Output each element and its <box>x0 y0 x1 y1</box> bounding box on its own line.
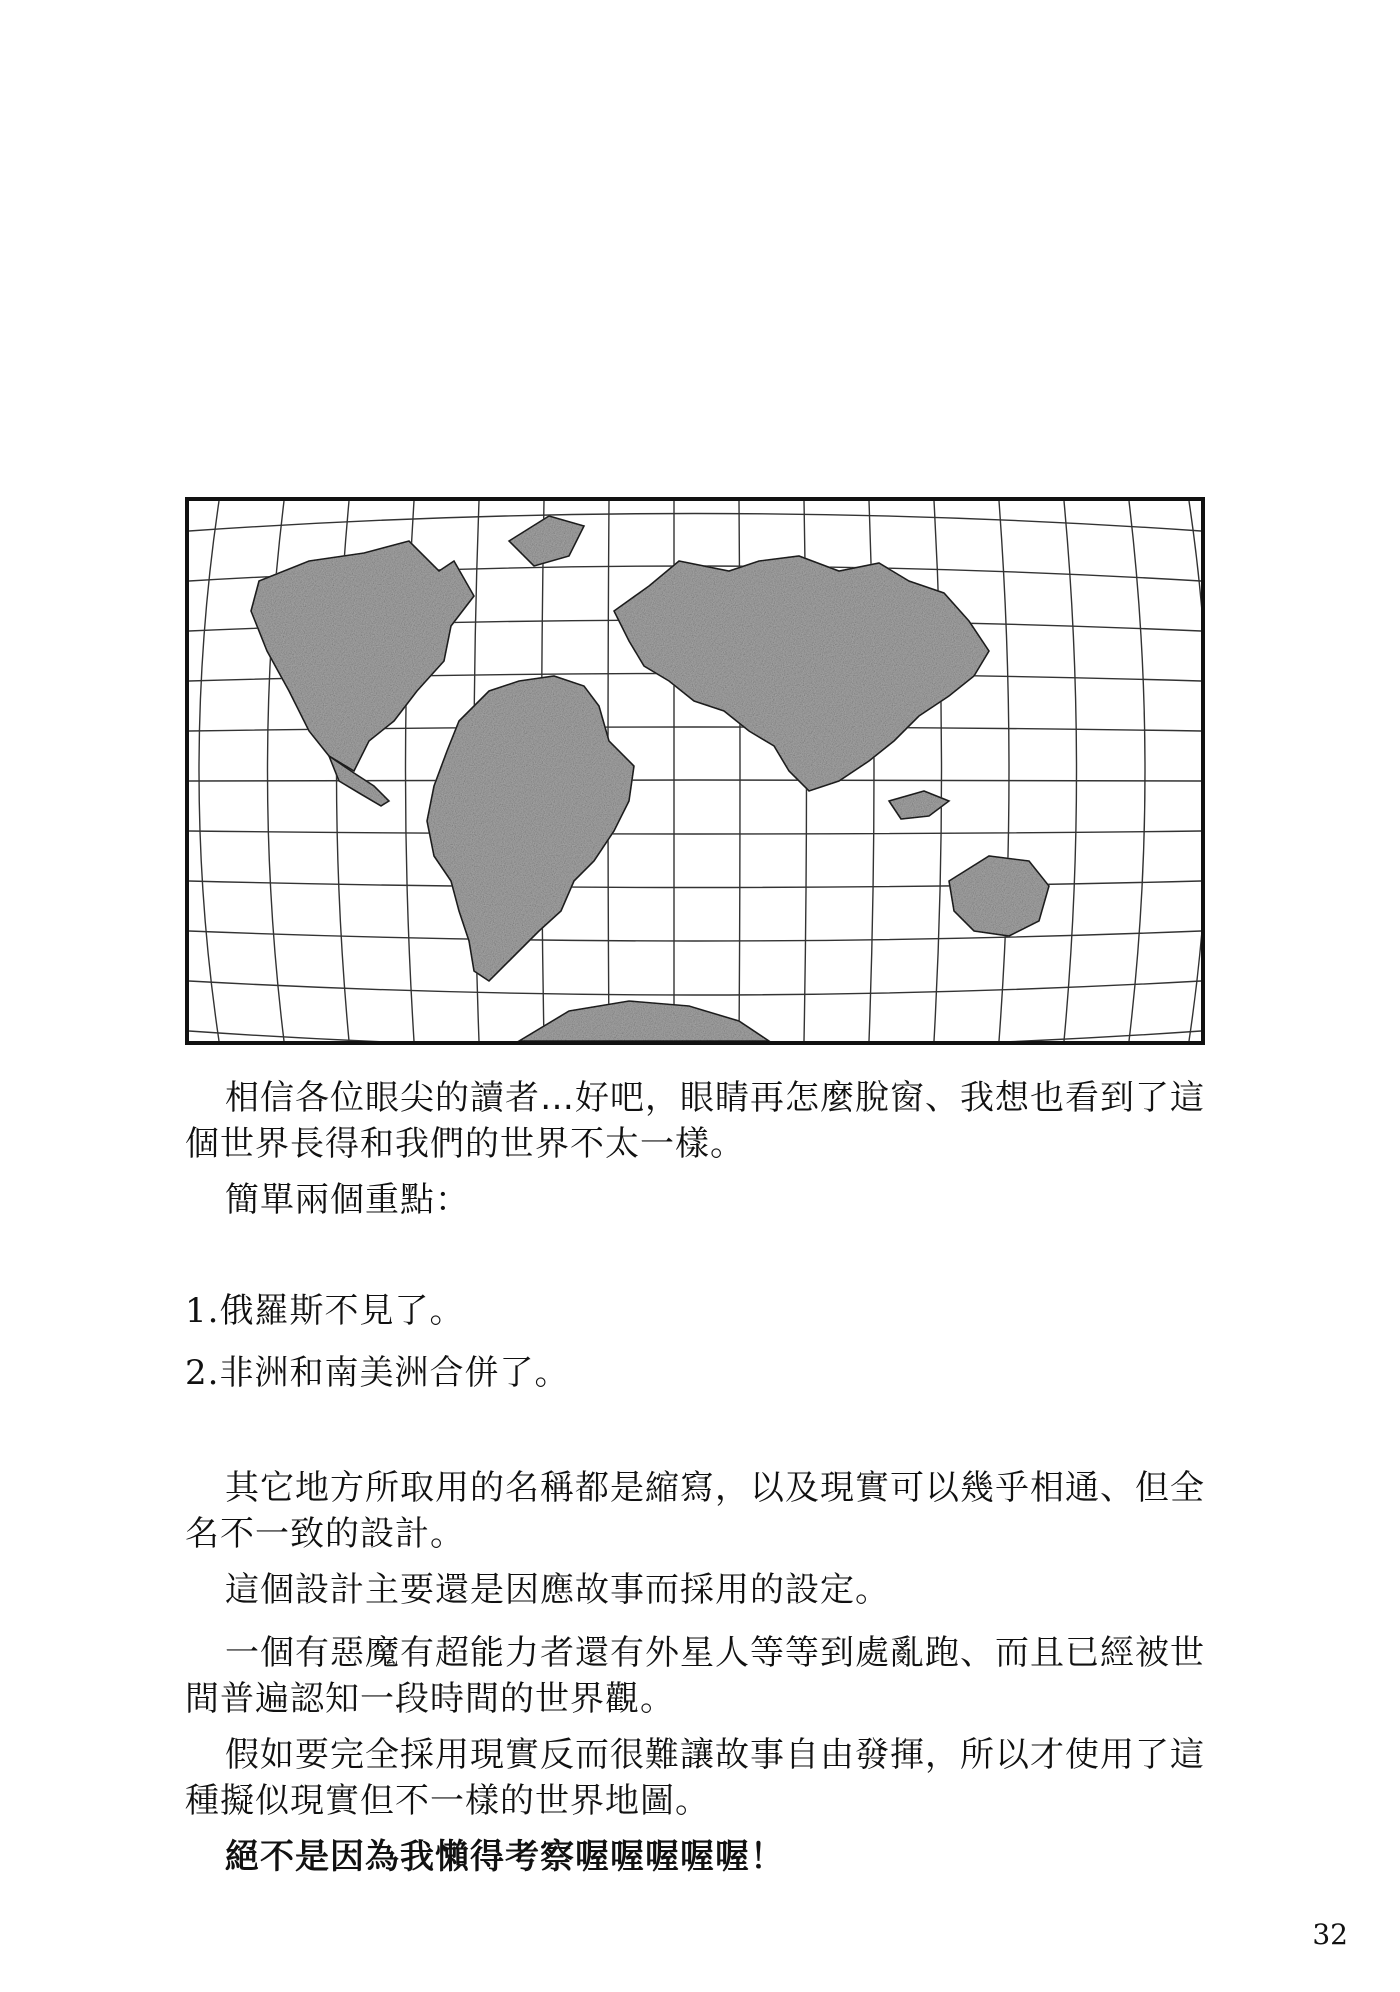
world-map-graphic <box>189 501 1201 1041</box>
paragraph-design: 這個設計主要還是因應故事而採用的設定。 <box>225 1570 890 1610</box>
paragraph-worldview: 一個有惡魔有超能力者還有外星人等等到處亂跑、而且已經被世間普遍認知一段時間的世界觀。 <box>185 1633 1205 1719</box>
list-item: 2.非洲和南美洲合併了。 <box>185 1353 570 1393</box>
continent-north-america <box>251 541 474 771</box>
continent-eurasia <box>614 556 989 791</box>
continents <box>251 516 1049 1041</box>
list-item: 1.俄羅斯不見了。 <box>185 1291 465 1331</box>
antarctica-edge <box>519 1001 769 1041</box>
paragraph-key-points: 簡單兩個重點： <box>225 1180 470 1220</box>
world-map-illustration <box>185 497 1205 1045</box>
greenland <box>509 516 584 566</box>
paragraph-naming: 其它地方所取用的名稱都是縮寫，以及現實可以幾乎相通、但全名不一致的設計。 <box>185 1468 1205 1554</box>
southeast-asia-islands <box>889 791 949 819</box>
page-number: 32 <box>1312 1918 1348 1951</box>
paragraph-reason: 假如要完全採用現實反而很難讓故事自由發揮，所以才使用了這種擬似現實但不一樣的世界地圖。 <box>185 1735 1205 1821</box>
continent-afro-south-america <box>427 676 634 981</box>
paragraph-intro: 相信各位眼尖的讀者…好吧，眼睛再怎麼脫窗、我想也看到了這個世界長得和我們的世界不太一樣。 <box>185 1078 1205 1164</box>
paragraph-joke: 絕不是因為我懶得考察喔喔喔喔喔！ <box>225 1837 785 1877</box>
continent-australia <box>949 856 1049 936</box>
